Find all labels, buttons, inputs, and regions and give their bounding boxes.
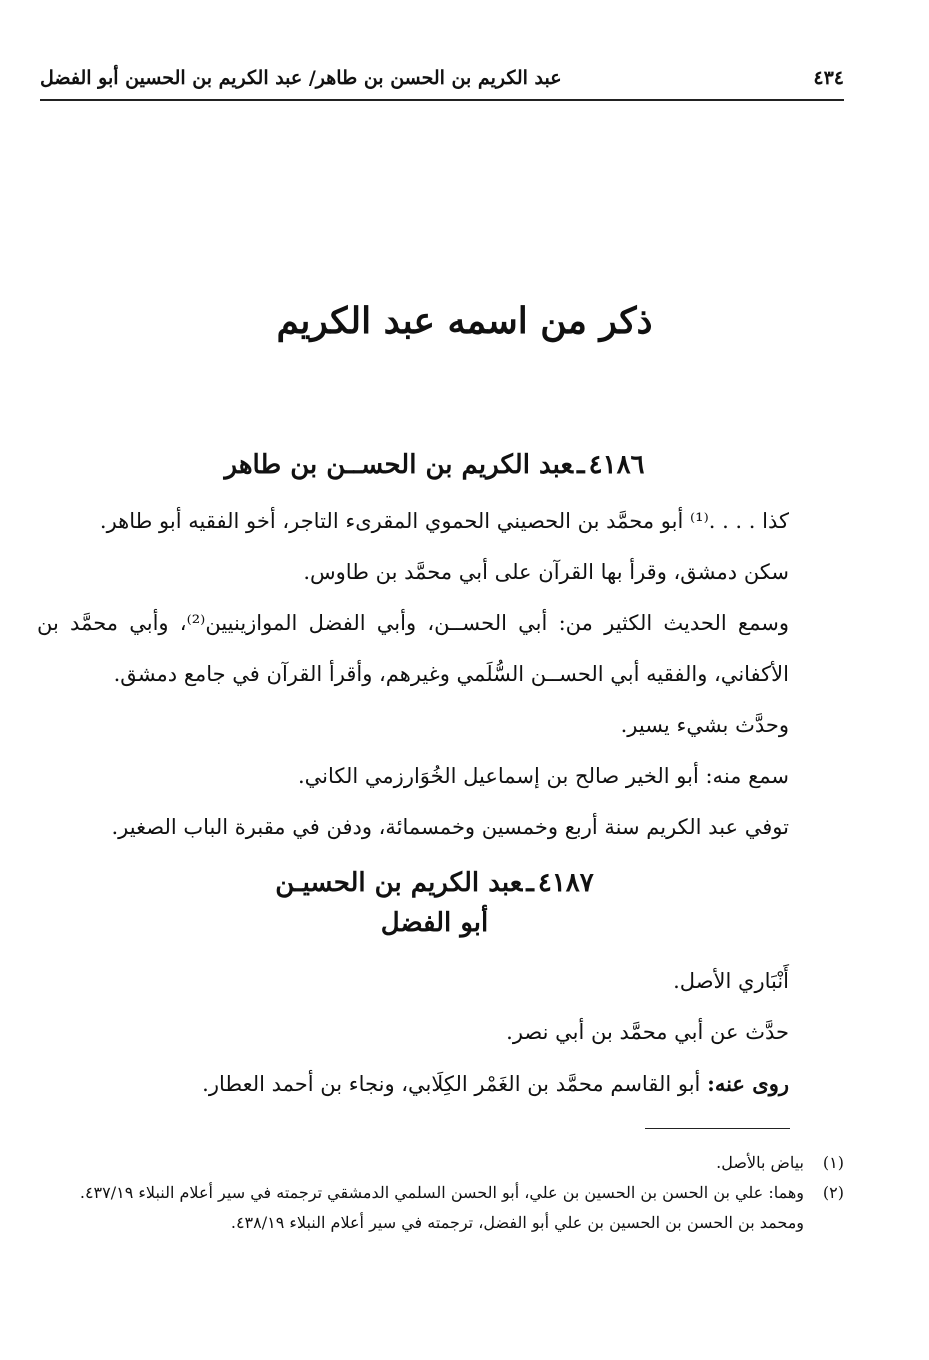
entry-title-4187: ٤١٨٧ـعبد الكريم بن الحسيـن — [275, 868, 594, 898]
entry-body-4187 — [45, 956, 789, 1110]
footnote-1 — [45, 1148, 844, 1178]
footnote-text: بياض بالأصل. — [716, 1153, 804, 1172]
paragraph: توفي عبد الكريم سنة أربع وخمسين وخمسمائة، ودفن في مقبرة الباب الصغير. — [111, 815, 789, 839]
footnote-number: (٢) — [822, 1183, 844, 1202]
page-number: ٤٣٤ — [813, 67, 844, 89]
entry-name: عبد الكريم بن الحسيـن — [275, 868, 523, 898]
entry-title-4186: ٤١٨٦ـعبد الكريم بن الحســن بن طاهر — [224, 450, 645, 480]
paragraph: وحدَّث بشيء يسير. — [620, 713, 789, 737]
narrators-text: أبو القاسم محمَّد بن الغَمْر الكِلَابي، ونجاء بن أحمد العطار. — [202, 1072, 701, 1096]
paragraph: سمع منه: أبو الخير صالح بن إسماعيل الخُوَارزمي الكاني. — [298, 764, 789, 788]
paragraph: حدَّث عن أبي محمَّد بن أبي نصر. — [506, 1020, 789, 1044]
footnotes — [45, 1148, 844, 1238]
paragraph: أَنْبَاري الأصل. — [673, 969, 789, 993]
section-title: ذكر من اسمه عبد الكريم — [276, 300, 653, 342]
footnote-rule — [645, 1128, 790, 1129]
paragraph: سكن دمشق، وقرأ بها القرآن على أبي محمَّد بن طاوس. — [303, 560, 789, 584]
footnote-2-continued — [45, 1208, 844, 1238]
footnote-text: ومحمد بن الحسن بن الحسين بن علي أبو الفضل، ترجمته في سير أعلام النبلاء ٤٣٨/١٩. — [230, 1213, 804, 1232]
entry-number: ٤١٨٦ — [588, 450, 645, 480]
narrators-paragraph — [45, 1058, 789, 1110]
header-rule — [40, 99, 844, 101]
paragraph: كذا . . . .⁽¹⁾ أبو محمَّد بن الحصيني الحموي المقرىء التاجر، أخو الفقيه أبو طاهر. — [99, 509, 789, 533]
footnote-text: وهما: علي بن الحسن بن الحسين بن علي، أبو الحسن السلمي الدمشقي ترجمته في سير أعلام النبلاء ٤٣٧/١٩. — [79, 1183, 804, 1202]
footnote-2 — [45, 1178, 844, 1208]
paragraph: وسمع الحديث الكثير من: أبي الحســن، وأبي الفضل الموازينيين⁽²⁾، وأبي محمَّد بن الأكفاني، والفقيه أبي الحســن السُّلَمي وغيرهم، وأقرأ القرآن في جامع دمشق. — [37, 611, 789, 686]
narrators-label: روى عنه: — [707, 1071, 789, 1096]
entry-name: عبد الكريم بن الحســن بن طاهر — [224, 450, 574, 480]
running-title: عبد الكريم بن الحسن بن طاهر/ عبد الكريم بن الحسين أبو الفضل — [40, 67, 562, 89]
page-header — [40, 58, 844, 98]
entry-body-4186 — [37, 496, 789, 853]
entry-subtitle: أبو الفضل — [380, 908, 489, 938]
footnote-number: (١) — [822, 1153, 844, 1172]
entry-number: ٤١٨٧ — [537, 868, 594, 898]
